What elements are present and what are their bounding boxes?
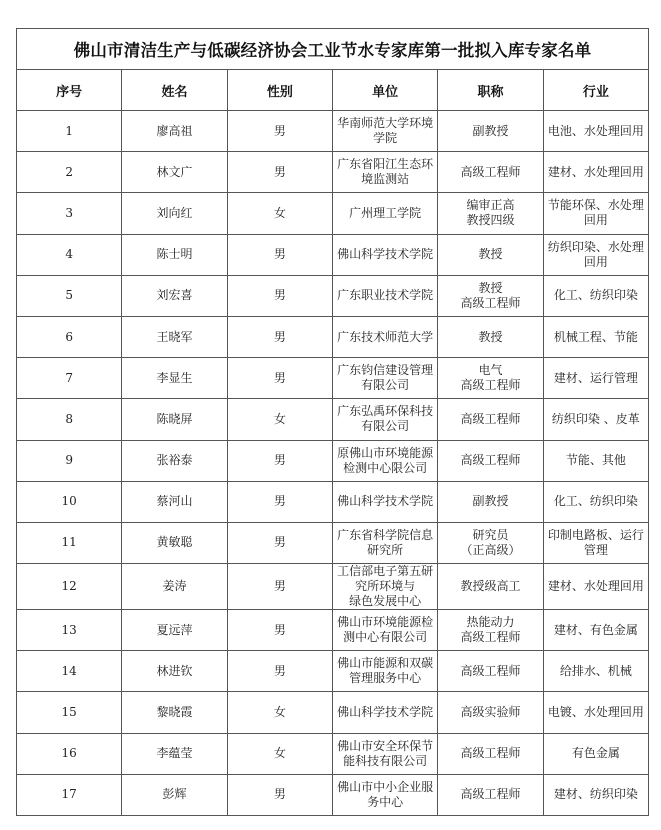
expert-title-line: 副教授: [472, 494, 509, 509]
expert-industry: 电池、水处理回用: [543, 111, 648, 152]
table-row: [17, 733, 649, 774]
expert-title-line: 高级实验师: [460, 705, 521, 720]
expert-unit-line: 广东钧信建设管理有限公司: [337, 363, 434, 393]
expert-industry: 建材、水处理回用: [543, 564, 648, 610]
expert-title-line: 高级工程师: [460, 378, 521, 393]
table-row: [17, 564, 649, 610]
expert-industry: 建材、水处理回用: [543, 152, 648, 193]
expert-unit: [332, 481, 437, 522]
expert-title: [438, 481, 543, 522]
row-number: 5: [17, 275, 122, 316]
row-number: 3: [17, 193, 122, 234]
expert-title-line: 副教授: [472, 123, 509, 138]
expert-title-line: 编审正高: [466, 198, 515, 213]
expert-unit: [332, 610, 437, 651]
table-row: [17, 358, 649, 399]
expert-title: [438, 692, 543, 733]
expert-name: 黄敏聪: [122, 522, 227, 563]
expert-gender: 女: [227, 733, 332, 774]
expert-unit-line: 广东省科学院信息研究所: [337, 527, 434, 557]
expert-gender: 男: [227, 522, 332, 563]
row-number: 7: [17, 358, 122, 399]
expert-name: 李蕴莹: [122, 733, 227, 774]
expert-title-line: 高级工程师: [460, 787, 521, 802]
table-row: [17, 234, 649, 275]
expert-title: [438, 399, 543, 440]
expert-title: [438, 440, 543, 481]
expert-unit: [332, 774, 437, 815]
expert-title: [438, 193, 543, 234]
table-row: [17, 651, 649, 692]
expert-industry: 化工、纺织印染: [543, 481, 648, 522]
expert-gender: 女: [227, 193, 332, 234]
expert-industry: 纺织印染、水处理回用: [543, 234, 648, 275]
expert-unit-line: 原佛山市环境能源检测中心限公司: [337, 445, 434, 475]
expert-name: 彭辉: [122, 774, 227, 815]
expert-title-line: 教授: [478, 247, 503, 262]
expert-name: 姜涛: [122, 564, 227, 610]
table-row: [17, 692, 649, 733]
expert-unit: [332, 316, 437, 357]
document-title: 佛山市清洁生产与低碳经济协会工业节水专家库第一批拟入库专家名单: [17, 29, 649, 70]
expert-unit-line: 广东省阳江生态环境监测站: [337, 157, 434, 187]
expert-unit-line: 佛山市能源和双碳管理服务中心: [337, 656, 434, 686]
row-number: 15: [17, 692, 122, 733]
expert-unit: [332, 399, 437, 440]
expert-unit: [332, 733, 437, 774]
row-number: 11: [17, 522, 122, 563]
expert-gender: 男: [227, 111, 332, 152]
table-row: [17, 440, 649, 481]
expert-industry: 建材、有色金属: [543, 610, 648, 651]
table-row: [17, 522, 649, 563]
expert-gender: 女: [227, 692, 332, 733]
expert-title-line: 教授级高工: [460, 579, 521, 594]
expert-industry: 有色金属: [543, 733, 648, 774]
expert-name: 刘向红: [122, 193, 227, 234]
expert-title: [438, 358, 543, 399]
expert-title: [438, 522, 543, 563]
expert-title-line: 高级工程师: [460, 746, 521, 761]
expert-unit-line: 华南师范大学环境学院: [337, 116, 434, 146]
expert-title-line: 教授: [478, 329, 503, 344]
expert-title-line: 电气: [478, 363, 503, 378]
expert-gender: 男: [227, 234, 332, 275]
expert-unit: [332, 193, 437, 234]
row-number: 1: [17, 111, 122, 152]
expert-name: 黎晓霞: [122, 692, 227, 733]
column-header-unit: 单位: [332, 70, 437, 111]
table-body: [17, 111, 649, 816]
expert-gender: 男: [227, 774, 332, 815]
expert-gender: 男: [227, 481, 332, 522]
expert-industry: 纺织印染 、皮革: [543, 399, 648, 440]
expert-name: 张裕泰: [122, 440, 227, 481]
column-header-number: 序号: [17, 70, 122, 111]
row-number: 12: [17, 564, 122, 610]
expert-name: 王晓军: [122, 316, 227, 357]
expert-unit-line: 佛山市环境能源检测中心有限公司: [337, 615, 434, 645]
row-number: 9: [17, 440, 122, 481]
expert-title-line: 教授: [478, 280, 503, 295]
expert-gender: 男: [227, 651, 332, 692]
expert-industry: 节能、其他: [543, 440, 648, 481]
expert-table: [16, 28, 649, 816]
table-header-row: [17, 70, 649, 111]
expert-unit-line: 广州理工学院: [349, 205, 422, 220]
expert-unit-line: 广东技术师范大学: [337, 329, 434, 344]
expert-name: 廖高祖: [122, 111, 227, 152]
expert-unit-line: 工信部电子第五研究所环境与: [337, 564, 434, 594]
expert-unit: [332, 275, 437, 316]
expert-industry: 建材、运行管理: [543, 358, 648, 399]
column-header-title: 职称: [438, 70, 543, 111]
expert-title: [438, 152, 543, 193]
expert-title: [438, 564, 543, 610]
expert-gender: 男: [227, 316, 332, 357]
table-row: [17, 481, 649, 522]
expert-unit-line: 佛山科学技术学院: [337, 247, 434, 262]
expert-unit: [332, 564, 437, 610]
expert-title-line: 高级工程师: [460, 630, 521, 645]
expert-industry: 机械工程、节能: [543, 316, 648, 357]
row-number: 4: [17, 234, 122, 275]
expert-title-line: 研究员: [472, 527, 509, 542]
expert-gender: 男: [227, 564, 332, 610]
expert-name: 林进钦: [122, 651, 227, 692]
expert-gender: 男: [227, 610, 332, 651]
expert-title: [438, 234, 543, 275]
expert-name: 林文广: [122, 152, 227, 193]
row-number: 6: [17, 316, 122, 357]
expert-title-line: 高级工程师: [460, 663, 521, 678]
expert-name: 陈士明: [122, 234, 227, 275]
table-row: [17, 152, 649, 193]
expert-industry: 给排水、机械: [543, 651, 648, 692]
expert-unit-line: 佛山市中小企业服务中心: [337, 779, 434, 809]
column-header-industry: 行业: [543, 70, 648, 111]
expert-unit: [332, 692, 437, 733]
expert-gender: 男: [227, 358, 332, 399]
expert-title-line: 高级工程师: [460, 295, 521, 310]
expert-name: 刘宏喜: [122, 275, 227, 316]
expert-gender: 男: [227, 440, 332, 481]
expert-name: 李显生: [122, 358, 227, 399]
expert-title: [438, 111, 543, 152]
expert-industry: 建材、纺织印染: [543, 774, 648, 815]
expert-industry: 印制电路板、运行管理: [543, 522, 648, 563]
expert-gender: 男: [227, 275, 332, 316]
expert-unit-line: 绿色发展中心: [349, 594, 422, 609]
row-number: 8: [17, 399, 122, 440]
expert-name: 夏远萍: [122, 610, 227, 651]
expert-title: [438, 610, 543, 651]
table-row: [17, 316, 649, 357]
expert-name: 蔡河山: [122, 481, 227, 522]
expert-title-line: 热能动力: [466, 615, 515, 630]
row-number: 13: [17, 610, 122, 651]
expert-gender: 女: [227, 399, 332, 440]
row-number: 10: [17, 481, 122, 522]
row-number: 16: [17, 733, 122, 774]
expert-unit: [332, 152, 437, 193]
expert-title: [438, 651, 543, 692]
expert-industry: 化工、纺织印染: [543, 275, 648, 316]
expert-title: [438, 733, 543, 774]
expert-unit-line: 佛山市安全环保节能科技有限公司: [337, 738, 434, 768]
expert-industry: 节能环保、水处理回用: [543, 193, 648, 234]
table-row: [17, 275, 649, 316]
expert-title-line: 高级工程师: [460, 411, 521, 426]
expert-title-line: （正高级）: [460, 542, 521, 557]
row-number: 17: [17, 774, 122, 815]
expert-gender: 男: [227, 152, 332, 193]
expert-industry: 电镀、水处理回用: [543, 692, 648, 733]
expert-name: 陈晓屏: [122, 399, 227, 440]
table-row: [17, 399, 649, 440]
expert-unit: [332, 234, 437, 275]
row-number: 2: [17, 152, 122, 193]
expert-title: [438, 275, 543, 316]
expert-title-line: 高级工程师: [460, 453, 521, 468]
expert-unit-line: 佛山科学技术学院: [337, 705, 434, 720]
column-header-name: 姓名: [122, 70, 227, 111]
expert-list-document: [16, 28, 649, 816]
table-row: [17, 193, 649, 234]
column-header-gender: 性别: [227, 70, 332, 111]
table-row: [17, 111, 649, 152]
expert-title-line: 高级工程师: [460, 164, 521, 179]
expert-unit-line: 佛山科学技术学院: [337, 494, 434, 509]
expert-title-line: 教授四级: [466, 213, 515, 228]
expert-unit: [332, 522, 437, 563]
expert-unit: [332, 358, 437, 399]
expert-unit: [332, 111, 437, 152]
expert-unit-line: 广东职业技术学院: [337, 288, 434, 303]
expert-unit-line: 广东弘禹环保科技有限公司: [337, 404, 434, 434]
expert-title: [438, 774, 543, 815]
table-row: [17, 774, 649, 815]
expert-title: [438, 316, 543, 357]
expert-unit: [332, 651, 437, 692]
expert-unit: [332, 440, 437, 481]
table-row: [17, 610, 649, 651]
row-number: 14: [17, 651, 122, 692]
